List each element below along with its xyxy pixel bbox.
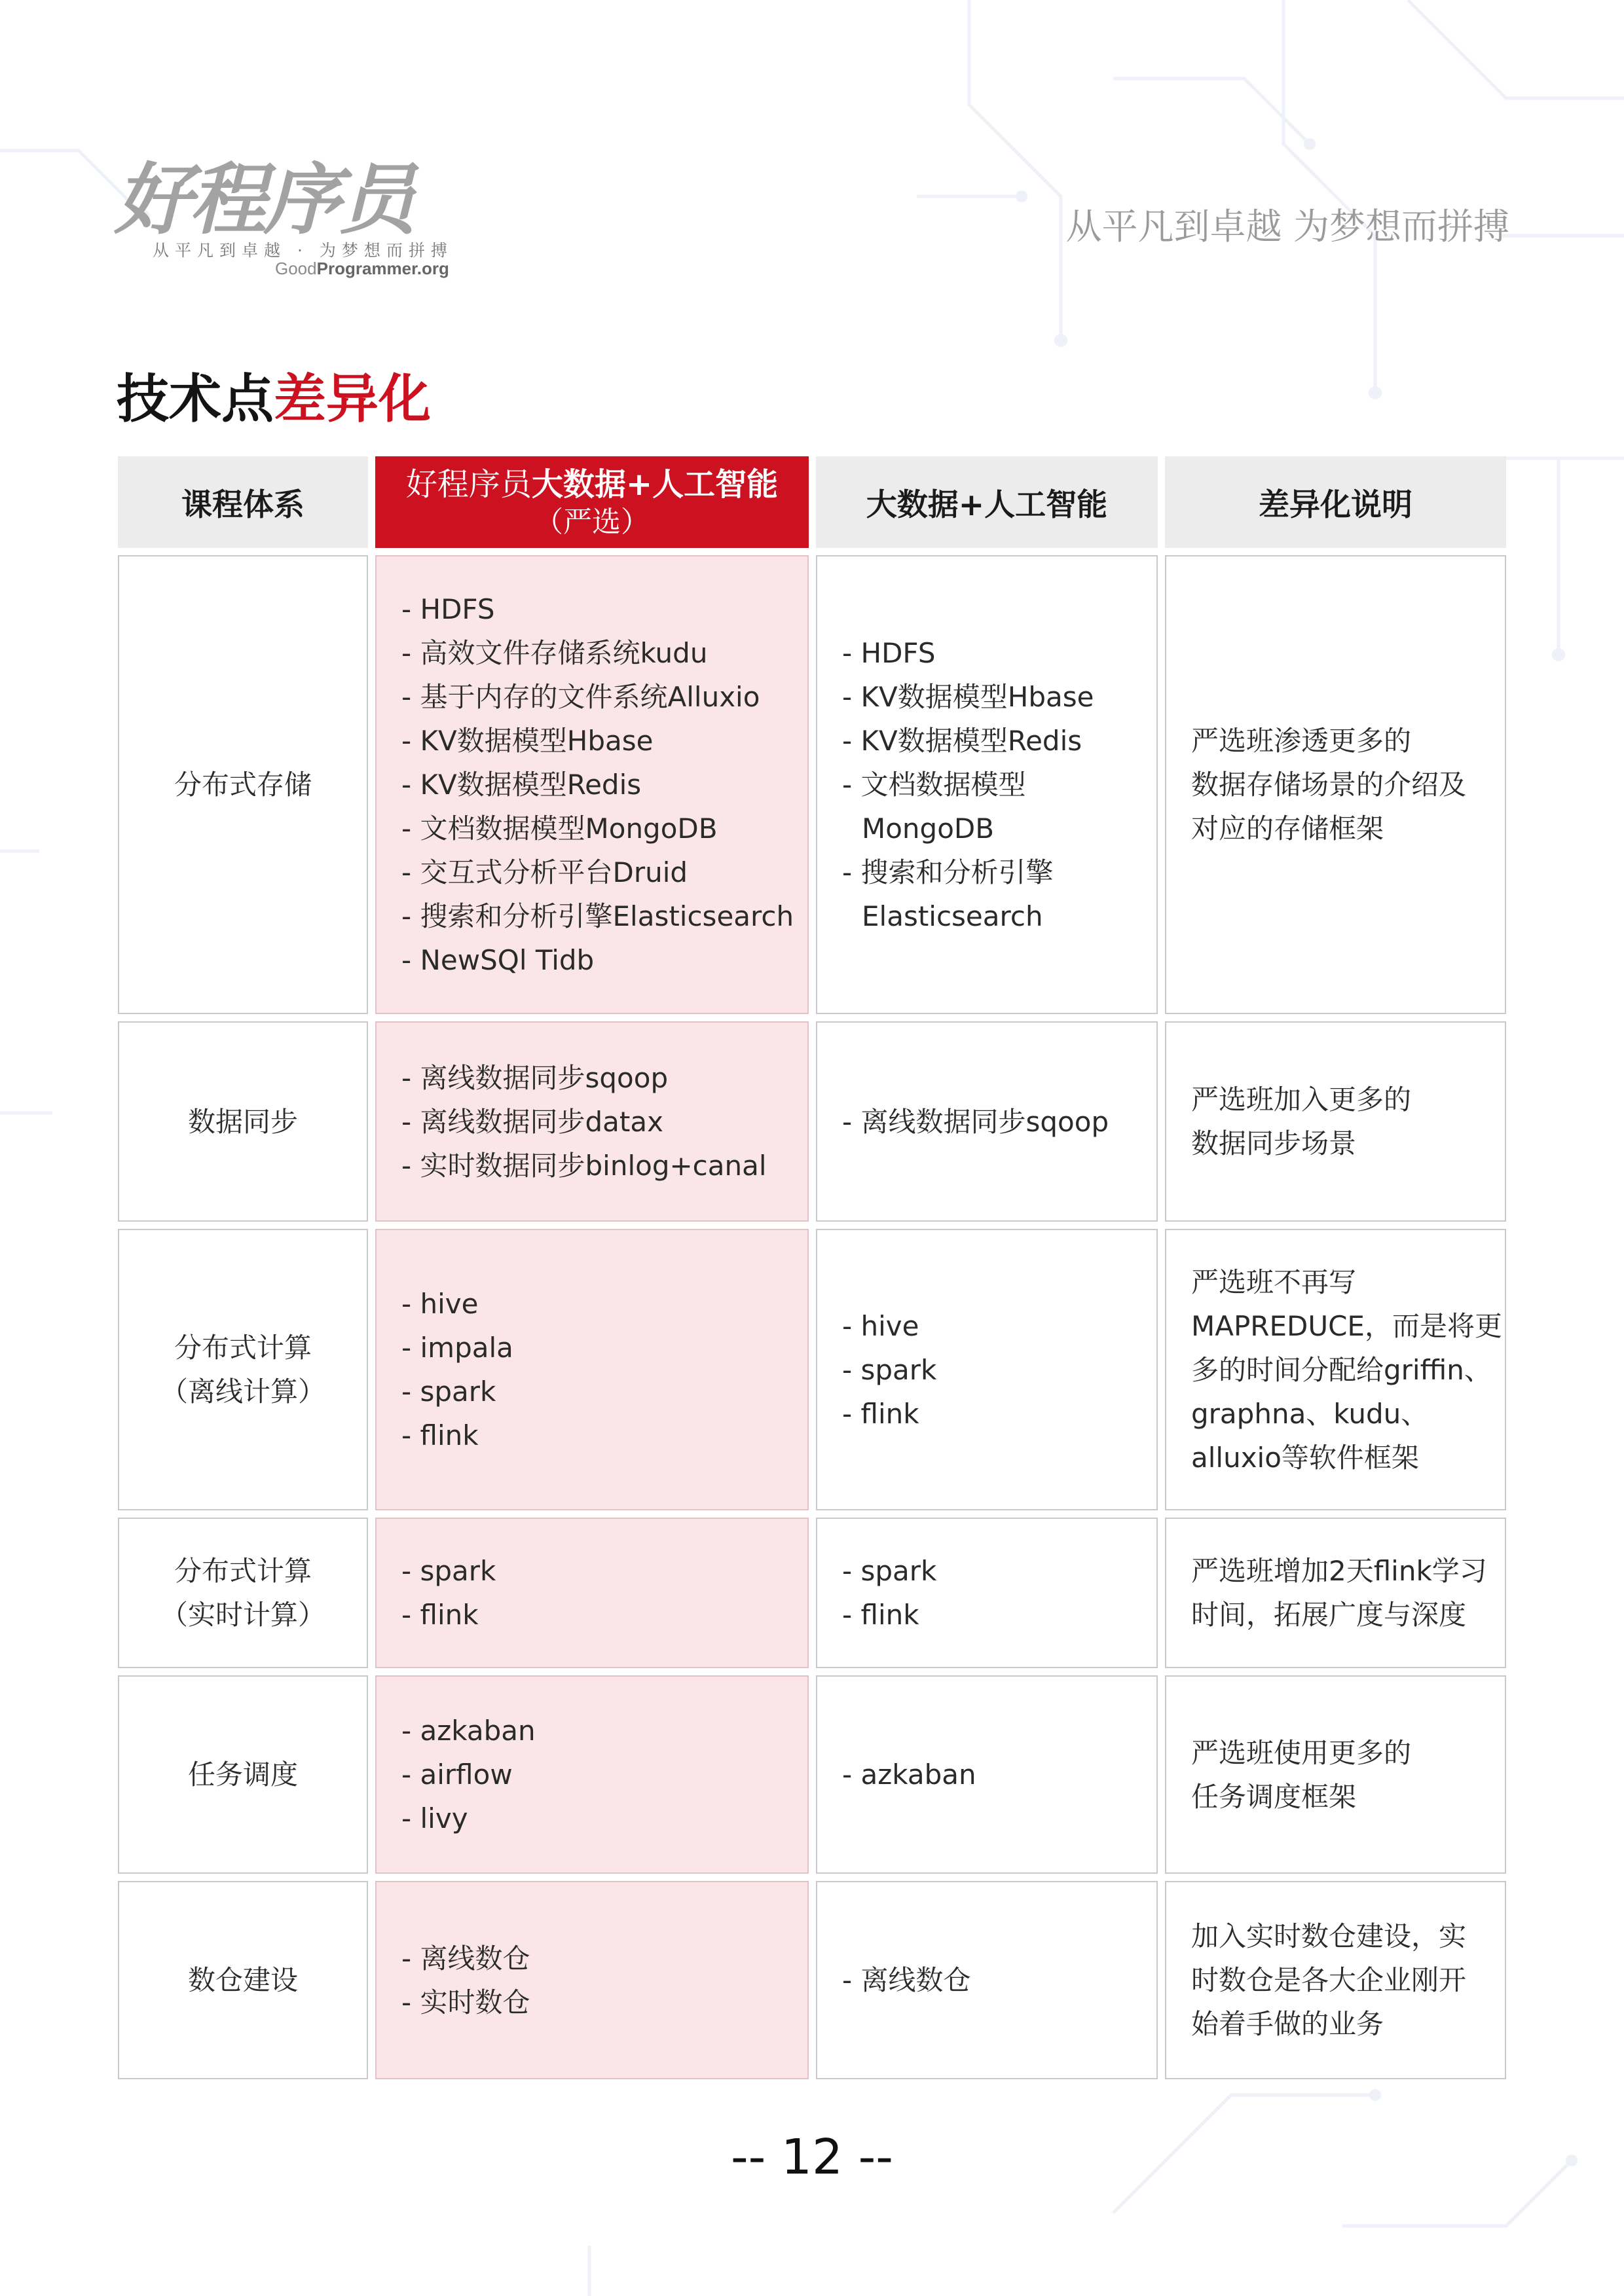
header-theirs (816, 456, 1158, 548)
cell-category (118, 1229, 368, 1510)
list-item: MongoDB (862, 812, 995, 845)
diff-line: 严选班不再写 (1191, 1266, 1357, 1298)
diff-line: 多的时间分配给griffin、 (1191, 1353, 1492, 1386)
header-theirs-label: 大数据+人工智能 (866, 486, 1108, 523)
list-item: - 搜索和分析引擎Elasticsearch (401, 900, 794, 932)
list-item: - KV数据模型Hbase (842, 681, 1094, 713)
list-item: - spark (842, 1555, 937, 1587)
cell-diff (1165, 1675, 1506, 1874)
diff-line: 始着手做的业务 (1191, 2008, 1384, 2040)
cell-diff (1165, 1518, 1506, 1668)
page-title (117, 357, 431, 432)
company-logo (115, 154, 468, 285)
list-item: - flink (401, 1419, 479, 1451)
list-item: - impala (401, 1332, 513, 1364)
category-label: 数据同步 (187, 1105, 298, 1138)
logo-url-main: Programmer.org (316, 259, 449, 278)
cell-category (118, 1518, 368, 1668)
category-label: 任务调度 (187, 1758, 298, 1791)
page-title-highlight: 差异化 (274, 369, 431, 429)
category-label: （离线计算） (160, 1376, 325, 1408)
list-item: - 基于内存的文件系统Alluxio (401, 681, 760, 713)
list-item: - airflow (401, 1758, 513, 1791)
logo-tagline: 从平凡到卓越 · 为梦想而拼搏 (153, 241, 453, 260)
diff-line: graphna、kudu、 (1191, 1397, 1429, 1430)
diff-line: alluxio等软件框架 (1191, 1441, 1419, 1474)
page-title-prefix: 技术点 (117, 369, 274, 429)
list-item: - hive (401, 1288, 479, 1320)
list-item: - azkaban (842, 1758, 976, 1791)
cell-ours (375, 1229, 809, 1510)
cell-ours (375, 1881, 809, 2079)
list-item: - 搜索和分析引擎 (842, 856, 1054, 888)
list-item: - flink (842, 1397, 919, 1430)
diff-line: 严选班加入更多的 (1191, 1084, 1412, 1116)
cell-category (118, 1675, 368, 1874)
category-label: 分布式计算 (174, 1332, 312, 1364)
list-item: - 离线数仓 (401, 1942, 530, 1975)
category-label: 分布式存储 (174, 769, 312, 801)
header-ours-bold: 大数据+人工智能 (531, 466, 779, 503)
diff-line: 数据同步场景 (1191, 1127, 1357, 1159)
diff-line: 严选班增加2天flink学习 (1191, 1555, 1487, 1587)
diff-line: 任务调度框架 (1191, 1780, 1357, 1813)
header-ours (375, 456, 809, 548)
cell-diff (1165, 1881, 1506, 2079)
header-ours-sub: （严选） (534, 505, 650, 539)
header-slogan: 从平凡到卓越 为梦想而拼搏 (1065, 206, 1509, 247)
diff-line: 加入实时数仓建设，实 (1191, 1920, 1467, 1952)
logo-url-prefix: Good (275, 259, 317, 278)
diff-line: MAPREDUCE，而是将更 (1191, 1309, 1502, 1342)
list-item: - 实时数仓 (401, 1986, 530, 2018)
list-item: - azkaban (401, 1715, 536, 1747)
logo-wordmark: 好程序员 (115, 155, 414, 245)
list-item: - KV数据模型Redis (401, 769, 642, 801)
list-item: Elasticsearch (862, 900, 1043, 932)
cell-ours (375, 555, 809, 1014)
list-item: - 离线数据同步datax (401, 1105, 663, 1138)
list-item: - KV数据模型Hbase (401, 725, 654, 757)
header-ours-title (406, 464, 778, 505)
cell-theirs (816, 1021, 1158, 1222)
cell-diff (1165, 1229, 1506, 1510)
cell-theirs (816, 1518, 1158, 1668)
cell-diff (1165, 555, 1506, 1014)
cell-ours (375, 1675, 809, 1874)
header-ours-prefix: 好程序员 (405, 466, 532, 503)
diff-line: 时间，拓展广度与深度 (1191, 1599, 1467, 1631)
list-item: - 离线数据同步sqoop (401, 1061, 669, 1094)
page-number: -- 12 -- (730, 2129, 893, 2185)
header-diff-label: 差异化说明 (1259, 486, 1412, 523)
header-category-label: 课程体系 (181, 486, 304, 523)
category-label: （实时计算） (160, 1599, 325, 1631)
category-label: 数仓建设 (187, 1964, 298, 1996)
cell-category (118, 555, 368, 1014)
cell-theirs (816, 1675, 1158, 1874)
list-item: - HDFS (401, 593, 495, 625)
list-item: - 文档数据模型 (842, 769, 1026, 801)
list-item: - 文档数据模型MongoDB (401, 812, 718, 845)
cell-category (118, 1021, 368, 1222)
list-item: - livy (401, 1802, 468, 1834)
list-item: - KV数据模型Redis (842, 725, 1082, 757)
list-item: - 交互式分析平台Druid (401, 856, 688, 888)
list-item: - 高效文件存储系统kudu (401, 637, 708, 669)
diff-line: 严选班使用更多的 (1191, 1736, 1412, 1769)
list-item: - 离线数据同步sqoop (842, 1105, 1109, 1138)
cell-diff (1165, 1021, 1506, 1222)
cell-theirs (816, 1881, 1158, 2079)
cell-category (118, 1881, 368, 2079)
list-item: - NewSQl Tidb (401, 944, 595, 976)
list-item: - spark (842, 1353, 937, 1386)
list-item: - hive (842, 1309, 919, 1342)
diff-line: 时数仓是各大企业刚开 (1191, 1964, 1467, 1996)
cell-ours (375, 1518, 809, 1668)
cell-theirs (816, 555, 1158, 1014)
diff-line: 严选班渗透更多的 (1191, 725, 1412, 757)
logo-url (275, 259, 449, 279)
header-diff (1165, 456, 1506, 548)
cell-theirs (816, 1229, 1158, 1510)
list-item: - flink (401, 1599, 479, 1631)
list-item: - spark (401, 1555, 496, 1587)
diff-line: 对应的存储框架 (1191, 812, 1384, 845)
cell-ours (375, 1021, 809, 1222)
list-item: - flink (842, 1599, 919, 1631)
list-item: - 离线数仓 (842, 1964, 971, 1996)
category-label: 分布式计算 (174, 1555, 312, 1587)
list-item: - spark (401, 1376, 496, 1408)
diff-line: 数据存储场景的介绍及 (1191, 769, 1467, 801)
list-item: - 实时数据同步binlog+canal (401, 1149, 767, 1182)
header-category (118, 456, 368, 548)
list-item: - HDFS (842, 637, 936, 669)
